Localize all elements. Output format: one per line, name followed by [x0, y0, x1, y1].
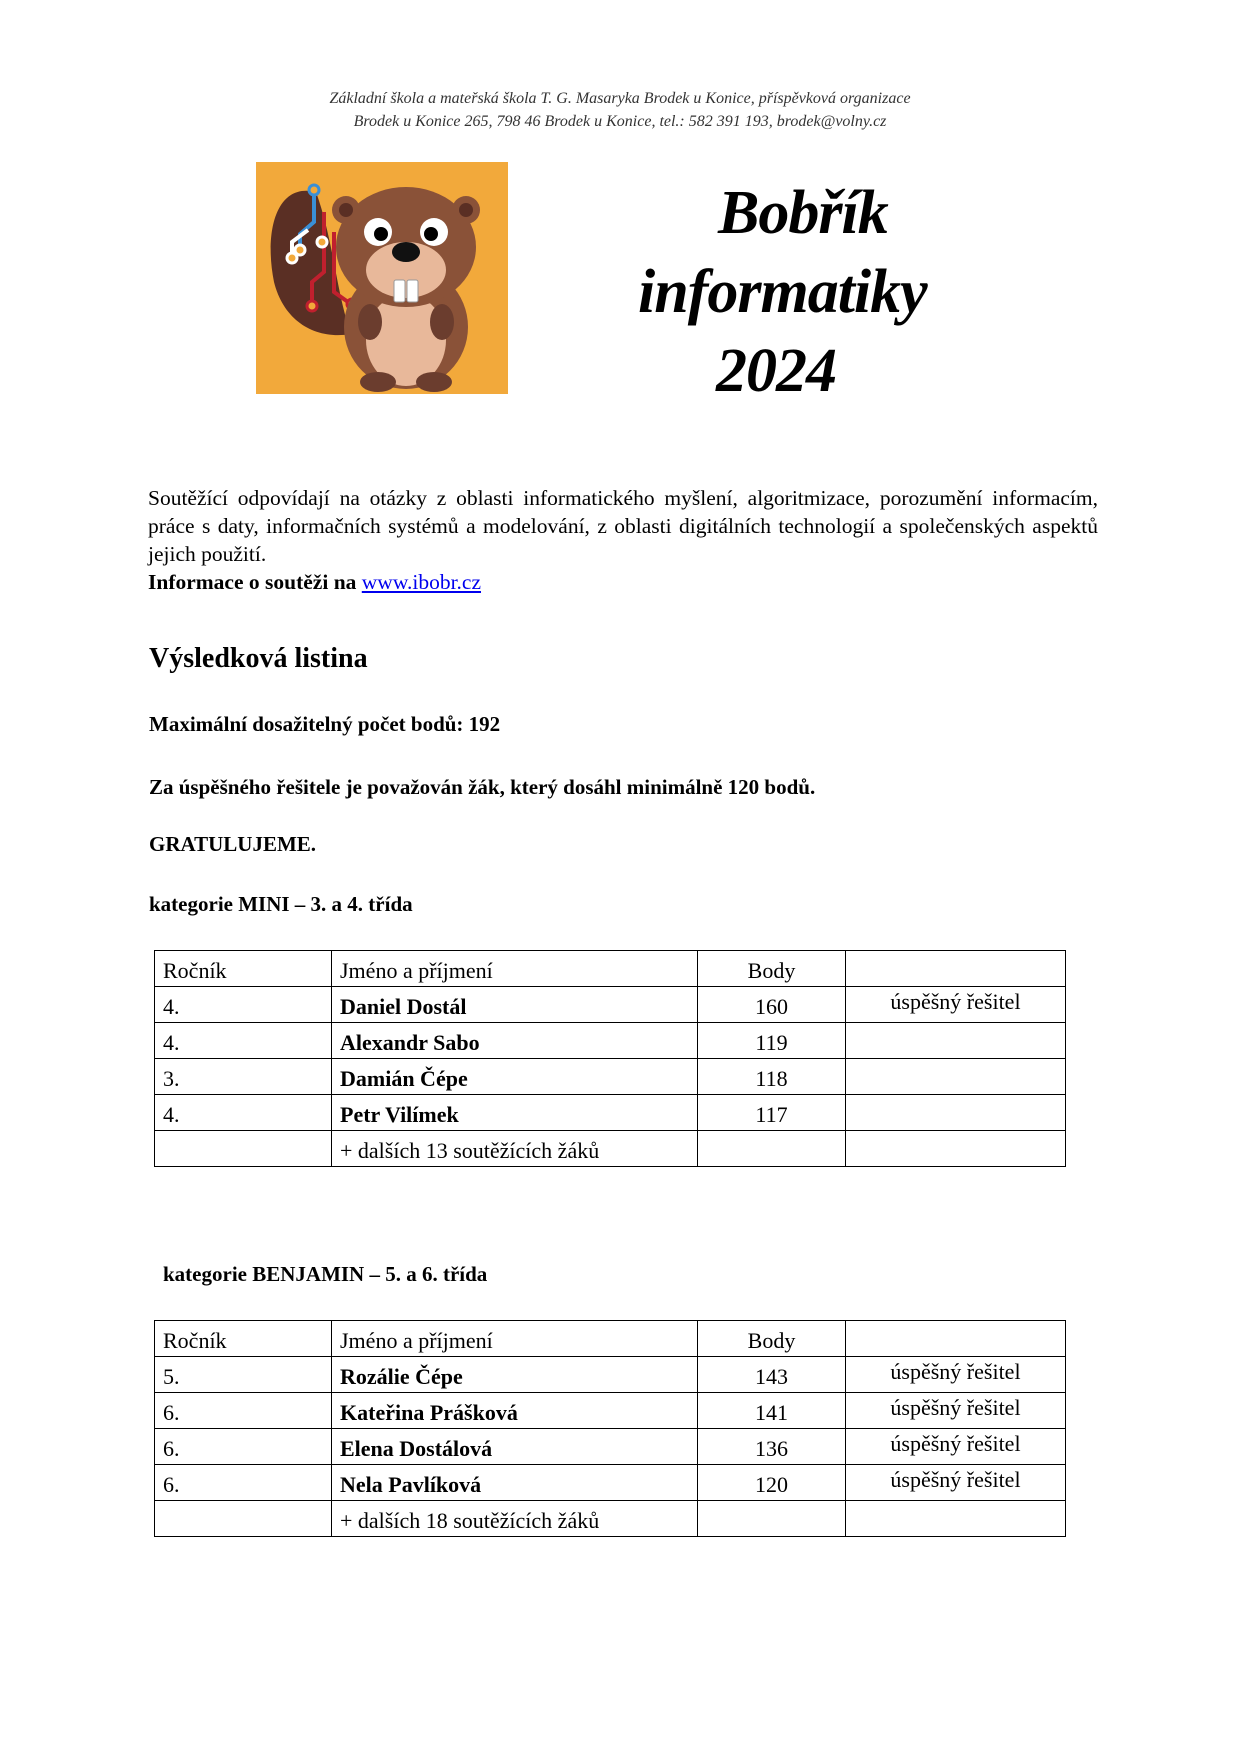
points-cell: 120	[698, 1465, 846, 1501]
col-grade-header: Ročník	[155, 1321, 332, 1357]
note-cell: úspěšný řešitel	[846, 1429, 1066, 1465]
title-line-3: 2024	[716, 337, 836, 405]
grade-cell: 4.	[155, 1023, 332, 1059]
intro-text: Soutěžící odpovídají na otázky z oblasti informatického myšlení, algoritmizace, porozumění informacím, práce s daty, informačních systémů a modelování, z oblasti digitálních technologií a společenských aspektů jejich použití.	[148, 486, 1098, 566]
grade-cell: 6.	[155, 1429, 332, 1465]
note-cell	[846, 1095, 1066, 1131]
ibobr-link[interactable]: www.ibobr.cz	[361, 570, 481, 594]
grade-cell: 6.	[155, 1393, 332, 1429]
name-cell: Rozálie Čépe	[332, 1357, 698, 1393]
name-cell: Kateřina Prášková	[332, 1393, 698, 1429]
info-label: Informace o soutěži na	[148, 570, 357, 594]
col-points-header: Body	[698, 951, 846, 987]
table-row	[155, 1095, 1066, 1131]
intro-paragraph	[148, 484, 1098, 596]
name-cell: Nela Pavlíková	[332, 1465, 698, 1501]
points-cell: 136	[698, 1429, 846, 1465]
table-footer-row	[155, 1131, 1066, 1167]
title-line-2: informatiky	[638, 258, 927, 326]
col-name-header: Jméno a příjmení	[332, 951, 698, 987]
col-note-header	[846, 951, 1066, 987]
grade-cell: 4.	[155, 1095, 332, 1131]
table-row	[155, 1059, 1066, 1095]
points-cell: 117	[698, 1095, 846, 1131]
grade-cell: 3.	[155, 1059, 332, 1095]
table-row	[155, 987, 1066, 1023]
results-table-mini	[154, 950, 1066, 1167]
others-count-cell: + dalších 13 soutěžících žáků	[332, 1131, 698, 1167]
name-cell: Damián Čépe	[332, 1059, 698, 1095]
results-table-benjamin	[154, 1320, 1066, 1537]
points-cell: 143	[698, 1357, 846, 1393]
congrats-line: GRATULUJEME.	[149, 832, 317, 856]
school-name-line: Základní škola a mateřská škola T. G. Masaryka Brodek u Konice, příspěvková organizace	[329, 90, 911, 107]
table-footer-row	[155, 1501, 1066, 1537]
max-points-line: Maximální dosažitelný počet bodů: 192	[149, 712, 501, 736]
col-points-header: Body	[698, 1321, 846, 1357]
note-cell: úspěšný řešitel	[846, 1393, 1066, 1429]
others-count-cell: + dalších 18 soutěžících žáků	[332, 1501, 698, 1537]
title-line-1: Bobřík	[718, 179, 888, 247]
points-cell: 118	[698, 1059, 846, 1095]
note-cell: úspěšný řešitel	[846, 987, 1066, 1023]
col-name-header: Jméno a příjmení	[332, 1321, 698, 1357]
points-cell: 160	[698, 987, 846, 1023]
school-address-line: Brodek u Konice 265, 798 46 Brodek u Konice, tel.: 582 391 193, brodek@volny.cz	[353, 113, 887, 130]
grade-cell: 4.	[155, 987, 332, 1023]
table-row	[155, 1393, 1066, 1429]
note-cell: úspěšný řešitel	[846, 1357, 1066, 1393]
col-note-header	[846, 1321, 1066, 1357]
note-cell	[846, 1023, 1066, 1059]
table-row	[155, 1357, 1066, 1393]
note-cell	[846, 1059, 1066, 1095]
category-benjamin-title: kategorie BENJAMIN – 5. a 6. třída	[163, 1262, 488, 1286]
name-cell: Alexandr Sabo	[332, 1023, 698, 1059]
note-cell: úspěšný řešitel	[846, 1465, 1066, 1501]
table-header-row	[155, 1321, 1066, 1357]
name-cell: Petr Vilímek	[332, 1095, 698, 1131]
grade-cell: 6.	[155, 1465, 332, 1501]
success-rule-line: Za úspěšného řešitele je považován žák, který dosáhl minimálně 120 bodů.	[149, 775, 816, 799]
name-cell: Daniel Dostál	[332, 987, 698, 1023]
table-row	[155, 1465, 1066, 1501]
beaver-logo-icon	[256, 162, 508, 394]
grade-cell: 5.	[155, 1357, 332, 1393]
points-cell: 119	[698, 1023, 846, 1059]
name-cell: Elena Dostálová	[332, 1429, 698, 1465]
table-row	[155, 1429, 1066, 1465]
table-row	[155, 1023, 1066, 1059]
points-cell: 141	[698, 1393, 846, 1429]
results-heading: Výsledková listina	[149, 643, 368, 674]
table-header-row	[155, 951, 1066, 987]
category-mini-title: kategorie MINI – 3. a 4. třída	[149, 892, 413, 916]
col-grade-header: Ročník	[155, 951, 332, 987]
